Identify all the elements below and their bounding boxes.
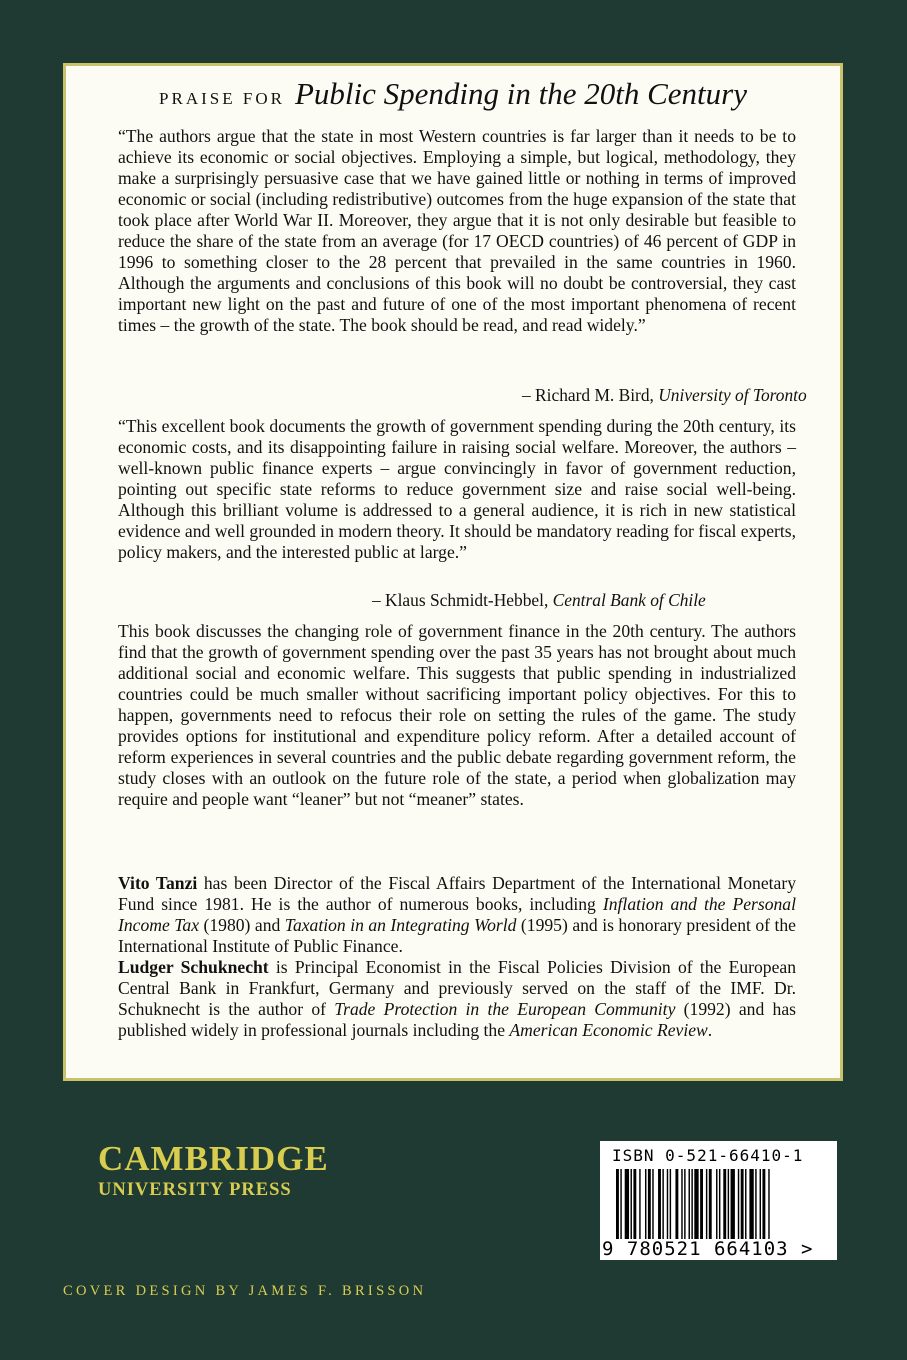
barcode-bar [706, 1169, 707, 1239]
bio-text: has been Director of the Fiscal Affairs Department of the International Monetary Fund since 1981. He is the author of numerous books, including [118, 873, 796, 914]
barcode-bar [652, 1169, 653, 1239]
journal-title: American Economic Review [509, 1020, 708, 1040]
review-quote-text: “This excellent book documents the growth of government spending during the 20th century, its economic costs, and its disappointing failure in raising social welfare. Moreover, the authors – well-known public finance experts – argue convincingly in favor of government reduction, pointing out specific state reforms to reduce government size and raise social well-being. Although this brilliant volume is addressed to a general audience, it is rich in new statistical evidence and well grounded in modern theory. It should be mandatory reading for fiscal experts, policy makers, and the interested public at large.” [118, 416, 796, 562]
bio-paragraph [118, 873, 796, 1041]
barcode-bar [745, 1169, 746, 1239]
barcode-bar [719, 1169, 720, 1239]
barcode-bars [616, 1169, 821, 1239]
bio-text: (1992) and has published widely in professional journals including the [118, 999, 796, 1040]
barcode-bar [645, 1169, 646, 1239]
book-title-taxation: Taxation in an Integrating World [284, 915, 517, 935]
barcode-bar [648, 1169, 651, 1239]
back-cover-text-panel [63, 63, 843, 1081]
review-attribution-schmidt-hebbel [372, 590, 706, 611]
publisher-subtitle: UNIVERSITY PRESS [98, 1180, 292, 1200]
book-title-inflation: Inflation and the Personal Income Tax [118, 894, 796, 935]
barcode-bar [768, 1169, 769, 1239]
praise-heading [66, 76, 840, 112]
bio-text: . [707, 1020, 713, 1040]
barcode-bar [741, 1169, 744, 1239]
attribution-name: – Klaus Schmidt-Hebbel, [372, 590, 549, 610]
author-name-tanzi: Vito Tanzi [118, 873, 198, 893]
barcode-bar [760, 1169, 761, 1239]
barcode-bar [749, 1169, 753, 1239]
attribution-name: – Richard M. Bird, [522, 385, 654, 405]
barcode-bar [709, 1169, 712, 1239]
barcode-bar [731, 1169, 735, 1239]
barcode-bar [723, 1169, 726, 1239]
publisher-logo [98, 1140, 329, 1202]
isbn-number: ISBN 0-521-66410-1 [612, 1146, 804, 1165]
review-quote-bird [118, 126, 796, 336]
summary-text: This book discusses the changing role of government finance in the 20th century. The authors find that the growth of government spending over the past 35 years has not brought about much additional social and economic welfare. This suggests that public spending in industrialized countries could be much smaller without sacrificing important policy objectives. For this to happen, governments need to refocus their role on setting the rules of the game. The study provides options for institutional and expenditure policy reform. After a detailed account of reform experiences in several countries and the public debate regarding government reform, the study closes with an outlook on the future role of the state, a period when globalization may require and people want “leaner” but not “meaner” states. [118, 621, 796, 809]
barcode-bar [681, 1169, 682, 1239]
bio-text: is Principal Economist in the Fiscal Policies Division of the European Central Bank in Frankfurt, Germany and previously served on the staff of the IMF. Dr. Schuknecht is the author of [118, 957, 796, 1019]
barcode-bar [755, 1169, 756, 1239]
barcode-bar [689, 1169, 690, 1239]
author-bios [118, 873, 796, 1041]
barcode-bar [631, 1169, 632, 1239]
review-quote-text: “The authors argue that the state in most Western countries is far larger than it needs to be to achieve its economic or social objectives. Employing a simple, but logical, methodology, they make a surprisingly persuasive case that we have gained little or nothing in terms of improved economic or social (including redistributive) outcomes from the huge expansion of the state that took place after World War II. Moreover, they argue that it is not only desirable but feasible to reduce the share of the state from an average (for 17 OECD countries) of 46 percent of GDP in 1996 to something closer to the 28 percent that prevailed in the same countries in 1960. Although the arguments and conclusions of this book will no doubt be controversial, they cast important new light on the past and future of one of the most important phenomena of recent times – the growth of the state. The book should be read, and read widely.” [118, 126, 796, 335]
attribution-affiliation: Central Bank of Chile [552, 590, 706, 610]
barcode-bar [625, 1169, 629, 1239]
cover-design-credit: COVER DESIGN BY JAMES F. BRISSON [63, 1283, 427, 1299]
attribution-affiliation: University of Toronto [658, 385, 807, 405]
barcode-bar [694, 1169, 698, 1239]
book-title-trade-protection: Trade Protection in the European Community [334, 999, 676, 1019]
barcode-bar [633, 1169, 636, 1239]
barcode-bar [670, 1169, 671, 1239]
publisher-name: CAMBRIDGE [98, 1139, 329, 1178]
ean-number: 9 780521 664103 > [602, 1238, 814, 1260]
barcode-bar [616, 1169, 619, 1239]
barcode-bar [728, 1169, 729, 1239]
bio-text: (1995) and is honorary president of the International Institute of Public Finance. [118, 915, 796, 956]
barcode-bar [620, 1169, 621, 1239]
book-title: Public Spending in the 20th Century [294, 76, 747, 111]
barcode-bar [658, 1169, 661, 1239]
praise-label: PRAISE FOR [159, 89, 285, 108]
barcode-bar [738, 1169, 739, 1239]
barcode-bar [639, 1169, 640, 1239]
author-name-schuknecht: Ludger Schuknecht [118, 957, 269, 977]
bio-text: (1980) and [199, 915, 285, 935]
book-summary [118, 621, 796, 810]
barcode-bar [684, 1169, 685, 1239]
barcode-bar [691, 1169, 692, 1239]
barcode-bar [762, 1169, 765, 1239]
barcode-bar [700, 1169, 703, 1239]
isbn-barcode [600, 1141, 837, 1260]
review-attribution-bird [522, 385, 807, 406]
barcode-bar [662, 1169, 663, 1239]
barcode-bar [667, 1169, 668, 1239]
review-quote-schmidt-hebbel [118, 416, 796, 563]
barcode-bar [716, 1169, 717, 1239]
barcode-bar [675, 1169, 678, 1239]
